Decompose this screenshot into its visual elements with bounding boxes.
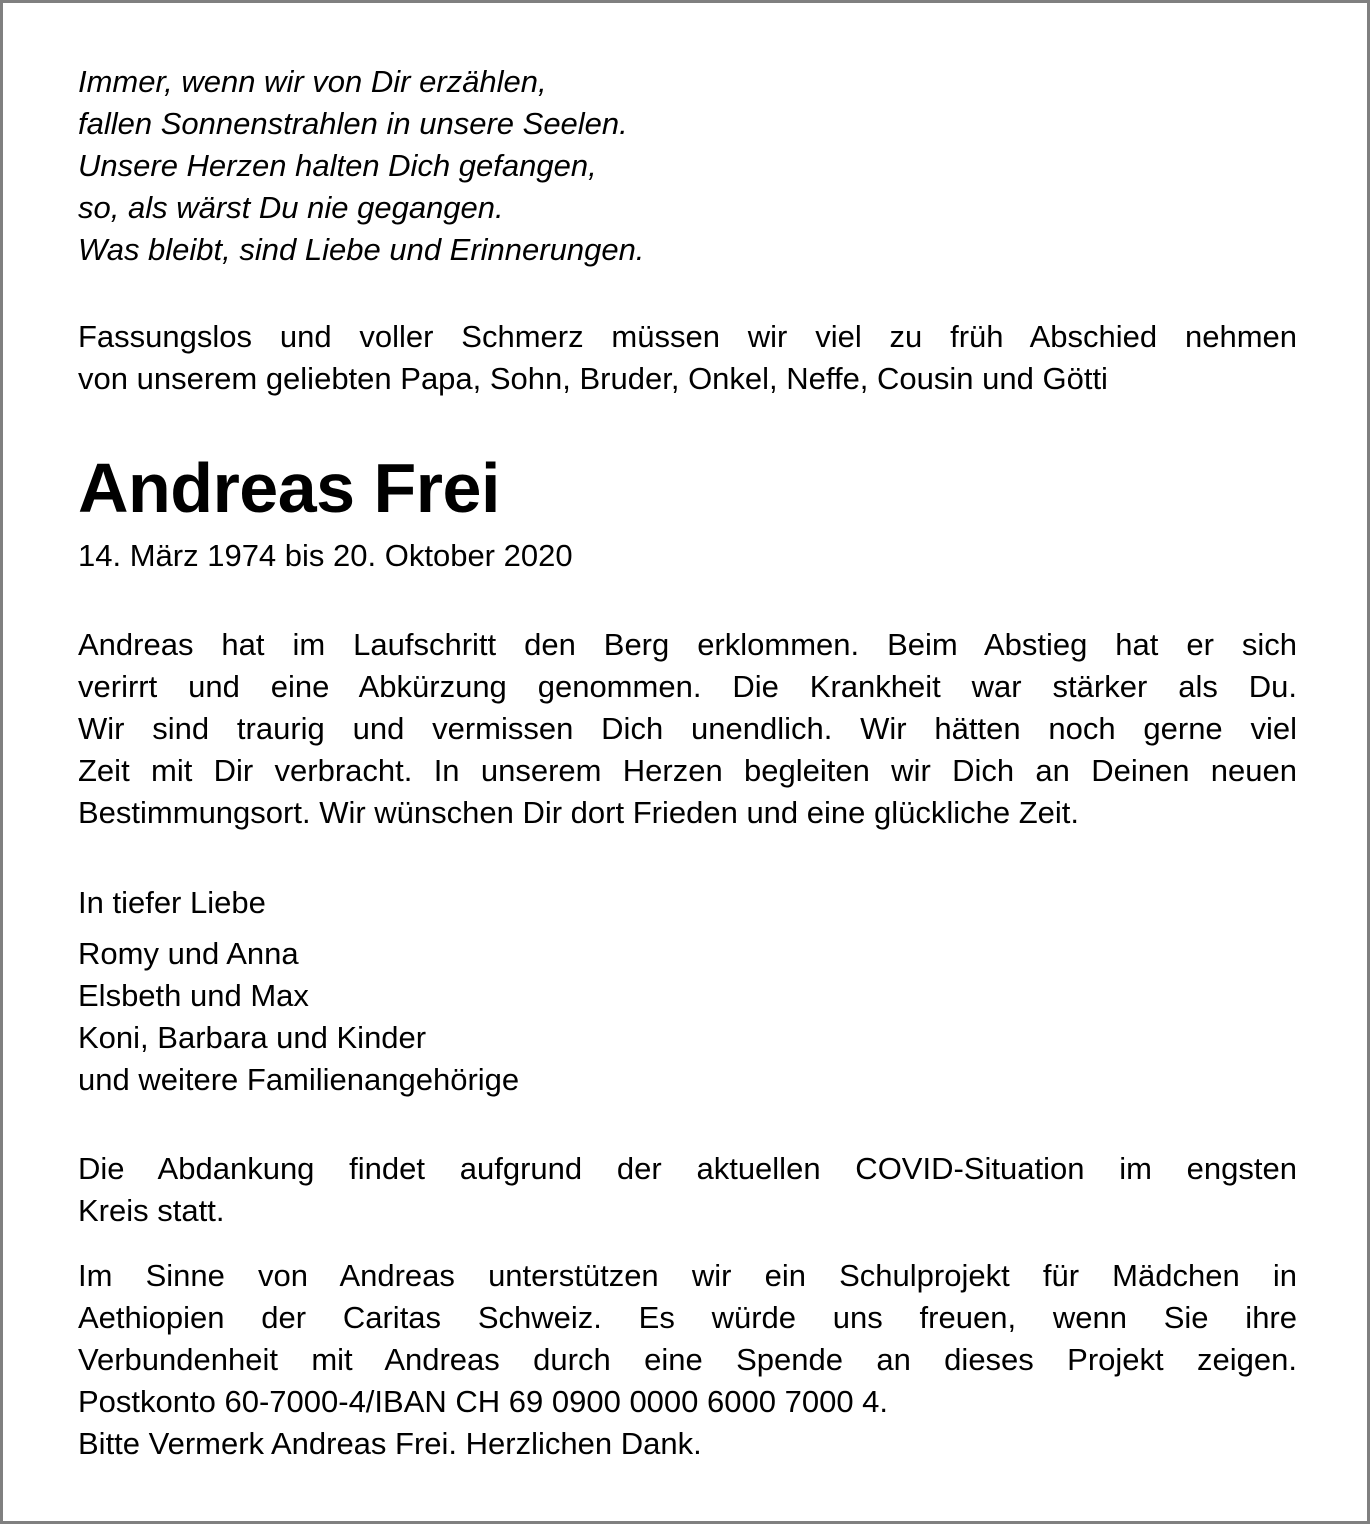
story-line: Zeit mit Dir verbracht. In unserem Herzen begleiten wir Dich an Deinen neuen bbox=[78, 753, 1297, 788]
signer: und weitere Familienangehörige bbox=[78, 1062, 520, 1097]
donation-line: Postkonto 60-7000-4/IBAN CH 69 0900 0000 6000 7000 4. bbox=[78, 1384, 889, 1419]
story-paragraph bbox=[78, 624, 1297, 834]
poem-line: Immer, wenn wir von Dir erzählen, bbox=[78, 64, 547, 99]
covid-line: Kreis statt. bbox=[78, 1193, 225, 1228]
story-line: Bestimmungsort. Wir wünschen Dir dort Frieden und eine glückliche Zeit. bbox=[78, 795, 1080, 830]
intro-line: von unserem geliebten Papa, Sohn, Bruder, Onkel, Neffe, Cousin und Götti bbox=[78, 361, 1108, 396]
deceased-name: Andreas Frei bbox=[78, 449, 500, 527]
donation-line: Bitte Vermerk Andreas Frei. Herzlichen Dank. bbox=[78, 1426, 702, 1461]
life-dates: 14. März 1974 bis 20. Oktober 2020 bbox=[78, 538, 573, 573]
intro-line: Fassungslos und voller Schmerz müssen wir viel zu früh Abschied nehmen bbox=[78, 319, 1297, 354]
signer: Romy und Anna bbox=[78, 936, 299, 971]
donation-paragraph bbox=[78, 1255, 1297, 1465]
donation-line: Aethiopien der Caritas Schweiz. Es würde uns freuen, wenn Sie ihre bbox=[78, 1300, 1297, 1335]
covid-paragraph bbox=[78, 1148, 1297, 1232]
donation-line: Im Sinne von Andreas unterstützen wir ein Schulprojekt für Mädchen in bbox=[78, 1258, 1297, 1293]
story-line: Andreas hat im Laufschritt den Berg erklommen. Beim Abstieg hat er sich bbox=[78, 627, 1297, 662]
poem bbox=[78, 61, 1297, 271]
story-line: Wir sind traurig und vermissen Dich unendlich. Wir hätten noch gerne viel bbox=[78, 711, 1297, 746]
signers-list bbox=[78, 933, 1297, 1101]
poem-line: Was bleibt, sind Liebe und Erinnerungen. bbox=[78, 232, 645, 267]
signer: Koni, Barbara und Kinder bbox=[78, 1020, 427, 1055]
poem-line: fallen Sonnenstrahlen in unsere Seelen. bbox=[78, 106, 628, 141]
poem-line: Unsere Herzen halten Dich gefangen, bbox=[78, 148, 597, 183]
intro-paragraph bbox=[78, 316, 1297, 400]
poem-line: so, als wärst Du nie gegangen. bbox=[78, 190, 504, 225]
story-line: verirrt und eine Abkürzung genommen. Die Krankheit war stärker als Du. bbox=[78, 669, 1297, 704]
closing-phrase: In tiefer Liebe bbox=[78, 885, 266, 920]
signer: Elsbeth und Max bbox=[78, 978, 309, 1013]
covid-line: Die Abdankung findet aufgrund der aktuellen COVID-Situation im engsten bbox=[78, 1151, 1297, 1186]
donation-line: Verbundenheit mit Andreas durch eine Spende an dieses Projekt zeigen. bbox=[78, 1342, 1297, 1377]
